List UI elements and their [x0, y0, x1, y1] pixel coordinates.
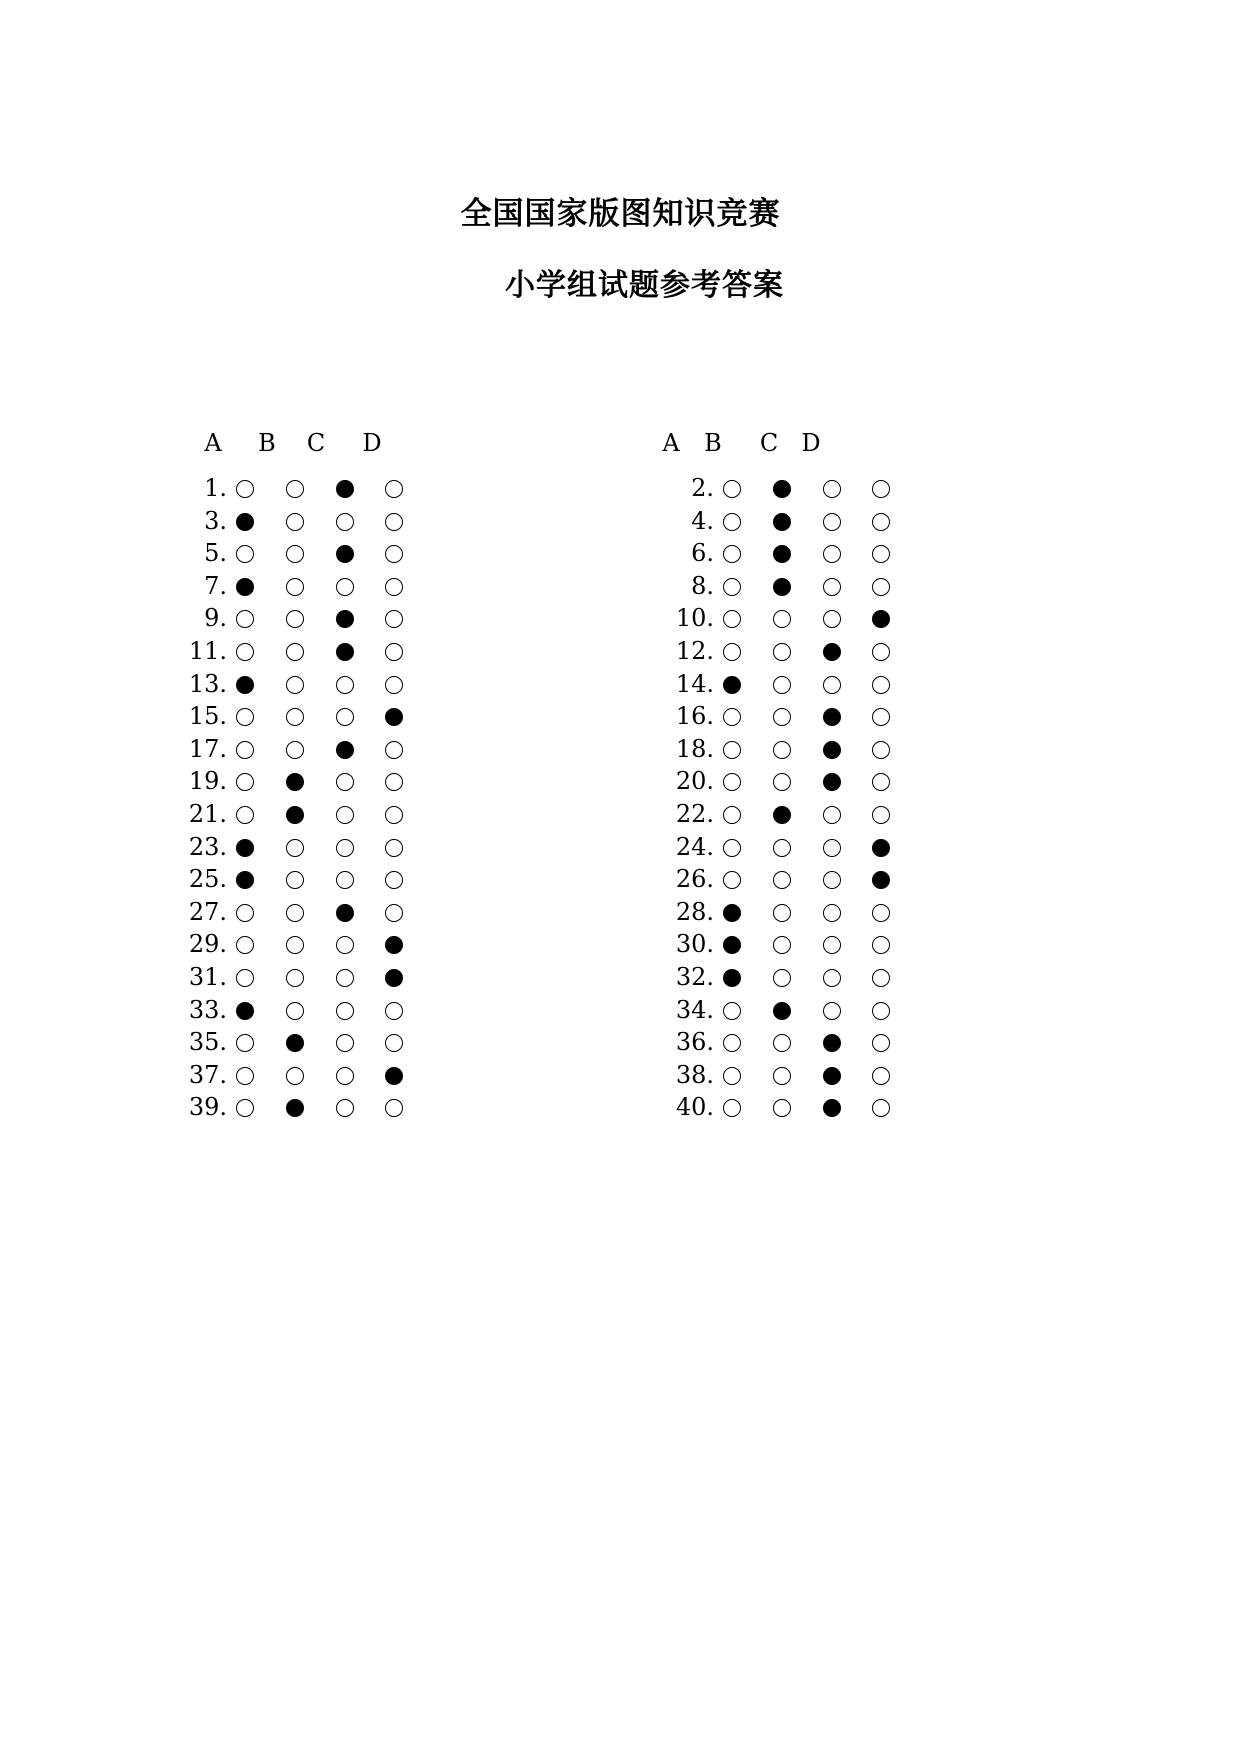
answer-row: [652, 863, 912, 896]
empty-bubble-d: [872, 1067, 890, 1085]
filled-bubble-a: [236, 513, 254, 531]
answer-row: [652, 994, 912, 1027]
empty-bubble-c: [336, 773, 354, 791]
answer-row: [165, 472, 425, 505]
empty-bubble-a: [236, 969, 254, 987]
empty-bubble-a: [236, 610, 254, 628]
empty-bubble-b: [286, 871, 304, 889]
empty-bubble-c: [823, 839, 841, 857]
page-subtitle: 小学组试题参考答案: [505, 268, 784, 303]
question-number: 28.: [675, 897, 714, 926]
filled-bubble-a: [723, 969, 741, 987]
column-header-d: D: [362, 429, 382, 457]
empty-bubble-d: [872, 773, 890, 791]
question-number: 33.: [188, 995, 227, 1024]
empty-bubble-b: [773, 871, 791, 889]
empty-bubble-c: [823, 806, 841, 824]
empty-bubble-a: [236, 480, 254, 498]
empty-bubble-a: [723, 1002, 741, 1020]
empty-bubble-c: [823, 513, 841, 531]
answer-row: [165, 863, 425, 896]
question-number: 30.: [675, 930, 714, 959]
empty-bubble-c: [823, 480, 841, 498]
question-number: 25.: [188, 865, 227, 894]
empty-bubble-d: [385, 643, 403, 661]
filled-bubble-b: [286, 773, 304, 791]
empty-bubble-d: [385, 545, 403, 563]
filled-bubble-a: [723, 904, 741, 922]
empty-bubble-d: [385, 741, 403, 759]
empty-bubble-b: [286, 1002, 304, 1020]
question-number: 1.: [204, 474, 227, 502]
answer-row: [165, 570, 425, 603]
empty-bubble-c: [336, 871, 354, 889]
empty-bubble-d: [872, 1002, 890, 1020]
empty-bubble-d: [385, 676, 403, 694]
answer-row: [652, 700, 912, 733]
empty-bubble-d: [872, 806, 890, 824]
empty-bubble-d: [385, 904, 403, 922]
empty-bubble-d: [872, 904, 890, 922]
filled-bubble-b: [773, 513, 791, 531]
filled-bubble-d: [872, 871, 890, 889]
empty-bubble-a: [723, 1034, 741, 1052]
column-header-d: D: [801, 429, 821, 457]
filled-bubble-a: [236, 578, 254, 596]
empty-bubble-b: [286, 708, 304, 726]
question-number: 12.: [675, 637, 714, 665]
answer-row: [165, 1091, 425, 1124]
empty-bubble-d: [872, 1099, 890, 1117]
empty-bubble-b: [286, 480, 304, 498]
empty-bubble-b: [286, 545, 304, 563]
filled-bubble-c: [336, 643, 354, 661]
empty-bubble-c: [823, 676, 841, 694]
empty-bubble-a: [723, 839, 741, 857]
filled-bubble-b: [773, 545, 791, 563]
empty-bubble-a: [236, 741, 254, 759]
empty-bubble-b: [773, 643, 791, 661]
empty-bubble-b: [773, 839, 791, 857]
question-number: 6.: [691, 539, 714, 568]
empty-bubble-d: [872, 578, 890, 596]
filled-bubble-d: [385, 1067, 403, 1085]
empty-bubble-c: [336, 969, 354, 987]
answer-row: [652, 831, 912, 864]
empty-bubble-a: [723, 545, 741, 563]
empty-bubble-a: [723, 1099, 741, 1117]
empty-bubble-c: [823, 871, 841, 889]
column-header-b: B: [258, 429, 276, 457]
empty-bubble-a: [723, 871, 741, 889]
question-number: 9.: [204, 604, 227, 633]
empty-bubble-a: [236, 936, 254, 954]
empty-bubble-a: [723, 806, 741, 824]
empty-bubble-b: [286, 969, 304, 987]
answer-row: [165, 765, 425, 798]
empty-bubble-d: [872, 513, 890, 531]
empty-bubble-b: [286, 904, 304, 922]
filled-bubble-c: [336, 480, 354, 498]
empty-bubble-a: [723, 480, 741, 498]
answer-row: [165, 798, 425, 831]
answer-row: [652, 1026, 912, 1059]
answer-row: [652, 505, 912, 538]
empty-bubble-b: [773, 1034, 791, 1052]
empty-bubble-a: [236, 1034, 254, 1052]
filled-bubble-c: [336, 741, 354, 759]
answer-row: [652, 961, 912, 994]
empty-bubble-d: [385, 513, 403, 531]
empty-bubble-d: [872, 643, 890, 661]
empty-bubble-b: [773, 969, 791, 987]
question-number: 35.: [188, 1028, 227, 1057]
empty-bubble-c: [336, 513, 354, 531]
filled-bubble-a: [236, 839, 254, 857]
filled-bubble-b: [286, 1099, 304, 1117]
answer-row: [165, 961, 425, 994]
filled-bubble-c: [336, 545, 354, 563]
empty-bubble-b: [773, 676, 791, 694]
empty-bubble-c: [336, 578, 354, 596]
empty-bubble-a: [236, 1099, 254, 1117]
empty-bubble-c: [336, 806, 354, 824]
empty-bubble-b: [286, 610, 304, 628]
answer-row: [165, 1026, 425, 1059]
filled-bubble-c: [823, 1034, 841, 1052]
empty-bubble-c: [823, 1002, 841, 1020]
empty-bubble-b: [773, 741, 791, 759]
empty-bubble-a: [236, 806, 254, 824]
question-number: 3.: [204, 506, 227, 535]
question-number: 5.: [204, 539, 227, 568]
question-number: 7.: [204, 571, 227, 600]
filled-bubble-c: [823, 773, 841, 791]
answer-row: [165, 994, 425, 1027]
question-number: 19.: [188, 767, 227, 796]
empty-bubble-b: [286, 513, 304, 531]
empty-bubble-d: [385, 1034, 403, 1052]
question-number: 34.: [675, 995, 714, 1024]
empty-bubble-d: [872, 545, 890, 563]
answer-row: [652, 798, 912, 831]
question-number: 11.: [188, 637, 227, 665]
question-number: 24.: [675, 832, 714, 861]
empty-bubble-b: [286, 741, 304, 759]
question-number: 20.: [675, 767, 714, 796]
empty-bubble-d: [385, 839, 403, 857]
empty-bubble-c: [823, 904, 841, 922]
question-number: 29.: [188, 930, 227, 959]
question-number: 16.: [675, 702, 714, 731]
empty-bubble-a: [723, 578, 741, 596]
answer-row: [165, 831, 425, 864]
empty-bubble-b: [773, 773, 791, 791]
question-number: 10.: [675, 604, 714, 633]
answer-row: [652, 896, 912, 929]
column-header-a: A: [662, 429, 680, 457]
question-number: 17.: [188, 734, 227, 763]
answer-column-right: [652, 0, 912, 1754]
question-number: 31.: [188, 963, 227, 991]
empty-bubble-d: [385, 610, 403, 628]
empty-bubble-d: [385, 871, 403, 889]
question-number: 13.: [188, 669, 227, 698]
filled-bubble-b: [773, 806, 791, 824]
empty-bubble-c: [336, 936, 354, 954]
answer-row: [652, 928, 912, 961]
empty-bubble-a: [236, 708, 254, 726]
filled-bubble-b: [286, 806, 304, 824]
empty-bubble-a: [236, 545, 254, 563]
empty-bubble-d: [385, 1099, 403, 1117]
filled-bubble-a: [236, 1002, 254, 1020]
question-number: 2.: [691, 474, 714, 502]
column-header-a: A: [204, 429, 222, 457]
question-number: 37.: [188, 1060, 227, 1089]
empty-bubble-b: [773, 904, 791, 922]
answer-row: [165, 733, 425, 766]
filled-bubble-d: [385, 708, 403, 726]
empty-bubble-b: [286, 839, 304, 857]
empty-bubble-b: [286, 676, 304, 694]
empty-bubble-d: [872, 676, 890, 694]
question-number: 8.: [691, 571, 714, 600]
question-number: 14.: [675, 669, 714, 698]
answer-row: [165, 700, 425, 733]
answer-row: [165, 928, 425, 961]
question-number: 27.: [188, 897, 227, 926]
empty-bubble-b: [286, 643, 304, 661]
empty-bubble-a: [723, 741, 741, 759]
answer-row: [652, 570, 912, 603]
filled-bubble-d: [872, 839, 890, 857]
empty-bubble-a: [723, 643, 741, 661]
question-number: 32.: [675, 963, 714, 991]
filled-bubble-a: [723, 676, 741, 694]
page-title: 全国国家版图知识竞赛: [460, 196, 781, 232]
answer-row: [652, 1059, 912, 1092]
empty-bubble-b: [773, 936, 791, 954]
answer-row: [165, 1059, 425, 1092]
filled-bubble-c: [336, 610, 354, 628]
empty-bubble-d: [872, 1034, 890, 1052]
filled-bubble-b: [773, 480, 791, 498]
empty-bubble-c: [336, 839, 354, 857]
question-number: 15.: [188, 702, 227, 731]
filled-bubble-b: [773, 578, 791, 596]
filled-bubble-c: [823, 708, 841, 726]
empty-bubble-d: [872, 480, 890, 498]
empty-bubble-b: [286, 578, 304, 596]
empty-bubble-c: [823, 936, 841, 954]
empty-bubble-b: [286, 1067, 304, 1085]
question-number: 18.: [675, 734, 714, 763]
filled-bubble-b: [286, 1034, 304, 1052]
empty-bubble-d: [872, 708, 890, 726]
filled-bubble-a: [723, 936, 741, 954]
filled-bubble-a: [236, 676, 254, 694]
empty-bubble-d: [385, 480, 403, 498]
question-number: 26.: [675, 865, 714, 894]
empty-bubble-c: [823, 969, 841, 987]
answer-row: [652, 537, 912, 570]
answer-row: [165, 505, 425, 538]
empty-bubble-d: [872, 741, 890, 759]
empty-bubble-a: [236, 1067, 254, 1085]
empty-bubble-a: [236, 773, 254, 791]
empty-bubble-c: [823, 610, 841, 628]
question-number: 40.: [675, 1093, 714, 1122]
empty-bubble-a: [236, 643, 254, 661]
answer-row: [165, 896, 425, 929]
question-number: 23.: [188, 832, 227, 861]
empty-bubble-a: [723, 1067, 741, 1085]
empty-bubble-b: [286, 936, 304, 954]
empty-bubble-c: [336, 708, 354, 726]
empty-bubble-b: [773, 1099, 791, 1117]
answer-row: [652, 668, 912, 701]
question-number: 22.: [675, 800, 714, 828]
column-header-b: B: [704, 429, 722, 457]
filled-bubble-a: [236, 871, 254, 889]
empty-bubble-c: [336, 1099, 354, 1117]
empty-bubble-a: [723, 610, 741, 628]
filled-bubble-c: [336, 904, 354, 922]
empty-bubble-d: [385, 806, 403, 824]
empty-bubble-b: [773, 610, 791, 628]
answer-row: [652, 733, 912, 766]
question-number: 39.: [188, 1093, 227, 1122]
filled-bubble-c: [823, 1099, 841, 1117]
filled-bubble-d: [385, 969, 403, 987]
column-header-c: C: [306, 429, 326, 457]
question-number: 36.: [675, 1028, 714, 1057]
filled-bubble-d: [385, 936, 403, 954]
empty-bubble-d: [385, 578, 403, 596]
answer-row: [652, 1091, 912, 1124]
question-number: 38.: [675, 1060, 714, 1089]
empty-bubble-a: [723, 513, 741, 531]
filled-bubble-c: [823, 741, 841, 759]
filled-bubble-d: [872, 610, 890, 628]
empty-bubble-b: [773, 1067, 791, 1085]
answer-row: [165, 537, 425, 570]
filled-bubble-b: [773, 1002, 791, 1020]
empty-bubble-a: [723, 708, 741, 726]
answer-row: [165, 635, 425, 668]
question-number: 4.: [691, 506, 714, 535]
empty-bubble-d: [872, 969, 890, 987]
answer-row: [652, 635, 912, 668]
answer-row: [652, 602, 912, 635]
empty-bubble-c: [823, 578, 841, 596]
empty-bubble-a: [723, 773, 741, 791]
empty-bubble-d: [385, 1002, 403, 1020]
empty-bubble-c: [336, 1067, 354, 1085]
empty-bubble-c: [823, 545, 841, 563]
answer-row: [165, 602, 425, 635]
empty-bubble-c: [336, 1034, 354, 1052]
question-number: 21.: [188, 800, 227, 828]
answer-row: [165, 668, 425, 701]
empty-bubble-a: [236, 904, 254, 922]
filled-bubble-c: [823, 1067, 841, 1085]
empty-bubble-d: [385, 773, 403, 791]
answer-row: [652, 472, 912, 505]
empty-bubble-d: [872, 936, 890, 954]
filled-bubble-c: [823, 643, 841, 661]
empty-bubble-b: [773, 708, 791, 726]
empty-bubble-c: [336, 1002, 354, 1020]
column-header-c: C: [759, 429, 779, 457]
answer-row: [652, 765, 912, 798]
empty-bubble-c: [336, 676, 354, 694]
answer-column-left: [165, 0, 425, 1754]
